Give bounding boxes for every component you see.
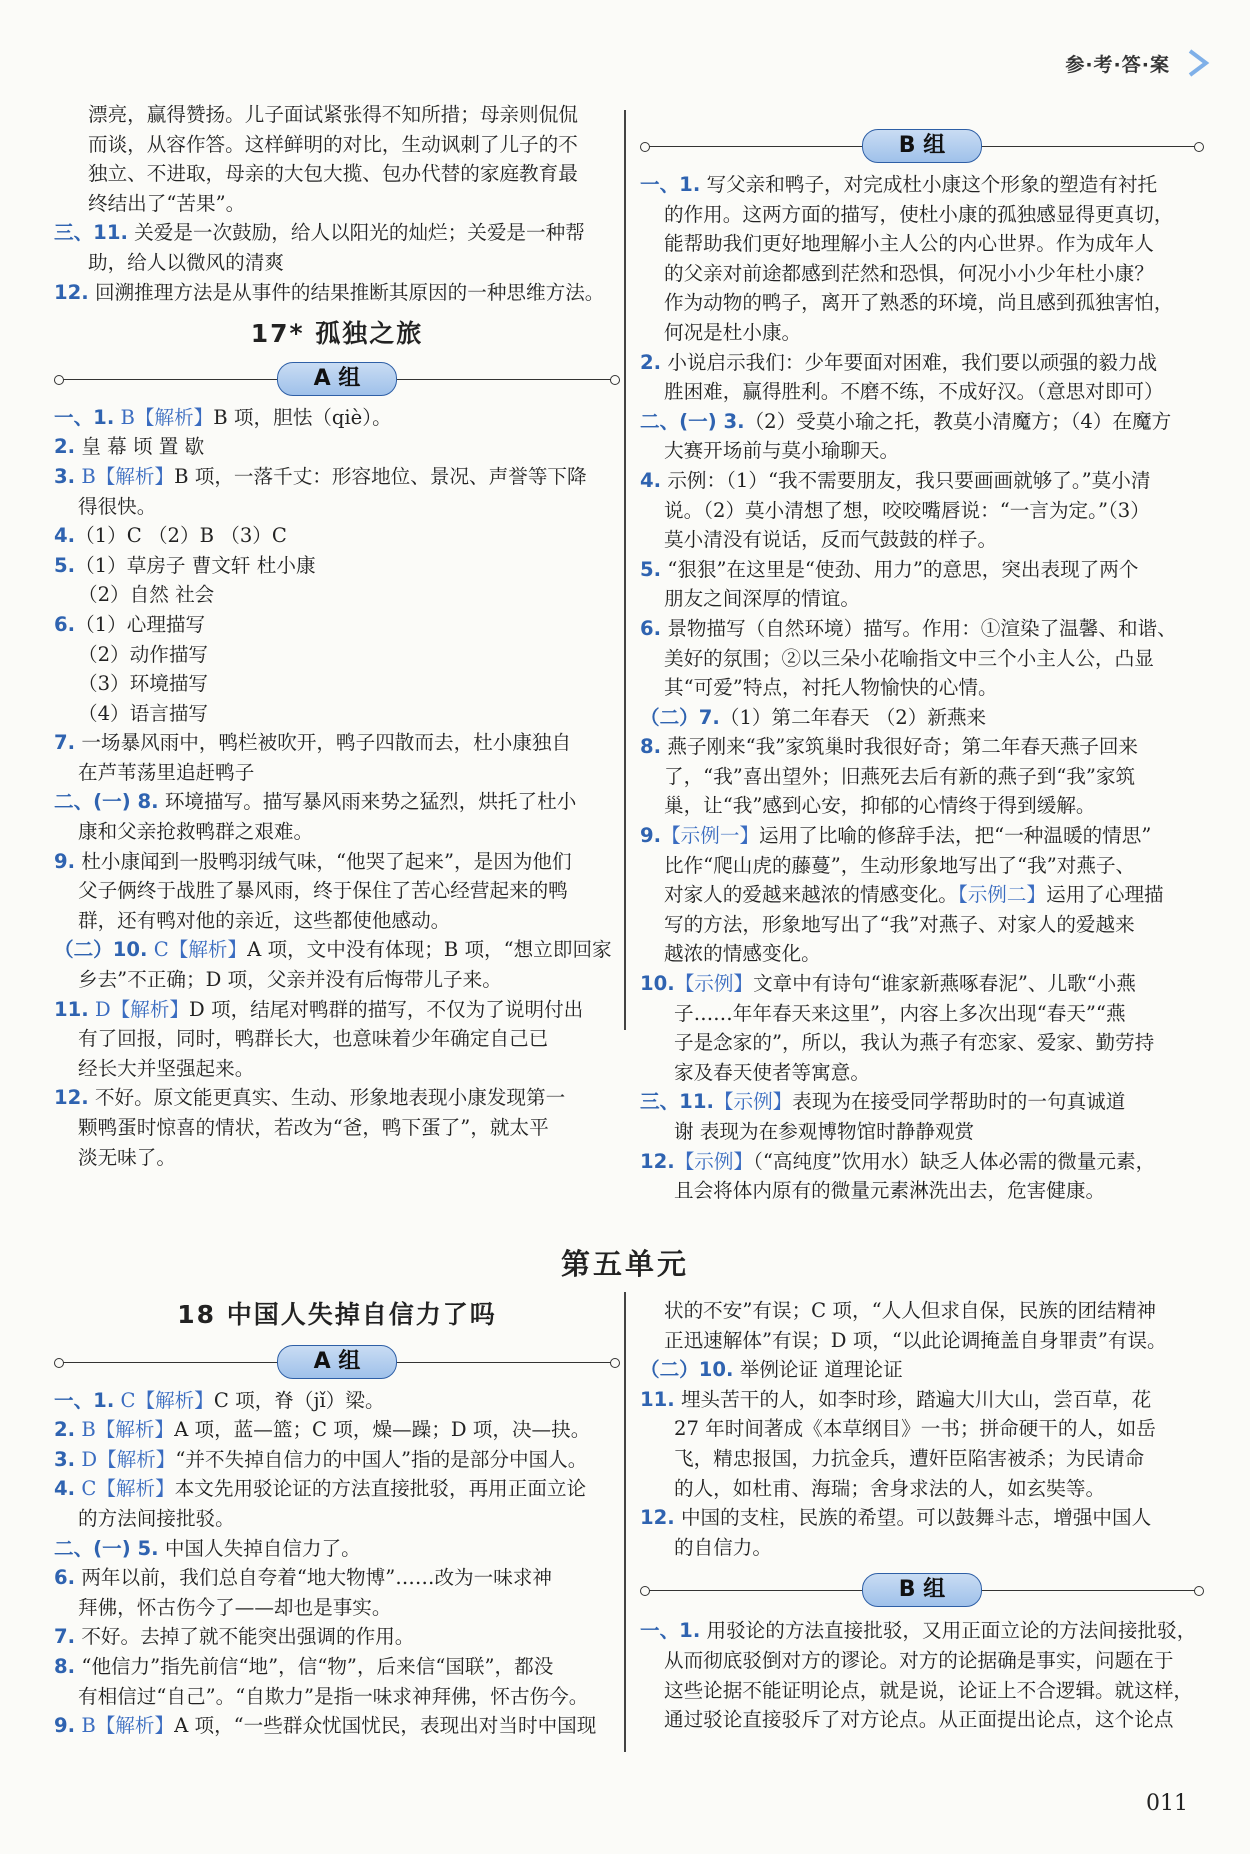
lesson-title: 17* 孤独之旅 [250,319,424,349]
text-line: 何况是杜小康。 [664,320,802,344]
answer-q11: 三、11. 关爱是一次鼓励，给人以阳光的灿烂；关爱是一种帮 [54,221,585,245]
text-line: 家及春天使者等寓意。 [674,1060,870,1084]
text-line: 27 年时间著成《本草纲目》一书；拼命硬干的人，如岳 [674,1417,1156,1441]
answer-q7: （二）7.（1）第二年春天 （2）新燕来 [640,705,987,729]
answer-q8: 8. “他信力”指先前信“地”，信“物”，后来信“国联”，都没 [54,1654,554,1678]
answer-q5: 二、(一) 5. 中国人失掉自信力了。 [54,1536,361,1560]
text-line: 能帮助我们更好地理解小主人公的内心世界。作为成年人 [664,232,1154,256]
answer-q1: 一、1. C【解析】C 项，脊（jǐ）梁。 [54,1388,385,1412]
text-line: 比作“爬山虎的藤蔓”，生动形象地写出了“我”对燕子、 [664,853,1136,877]
text-line: 大赛开场前与莫小瑜聊天。 [664,439,900,463]
text-line: 的人，如杜甫、海瑞；舍身求法的人，如玄奘等。 [674,1476,1106,1500]
answer-q11: 11. 埋头苦干的人，如李时珍，踏遍大川大山，尝百草，花 [640,1387,1152,1411]
answer-q5: 5.（1）草房子 曹文轩 杜小康 [54,553,316,577]
text-line: 独立、不进取，母亲的大包大揽、包办代替的家庭教育最 [88,162,578,186]
text-line: 群，还有鸭对他的亲近，这些都使他感动。 [78,908,451,932]
text-line: 得很快。 [78,494,157,518]
text-line: 乡去”不正确；D 项，父亲并没有后悔带儿子来。 [78,968,502,992]
header-title: 参·考·答·案 [1065,53,1170,76]
answer-q9: 9. 杜小康闻到一股鸭羽绒气味，“他哭了起来”，是因为他们 [54,849,572,873]
answer-q3: 3. D【解析】“并不失掉自信力的中国人”指的是部分中国人。 [54,1447,588,1471]
text-line: 康和父亲抢救鸭群之艰难。 [78,820,314,844]
text-line: （3）环境描写 [78,672,209,696]
chevron-right-icon [1186,48,1210,78]
text-line: 颗鸭蛋时惊喜的情状，若改为“爸，鸭下蛋了”，就太平 [78,1116,549,1139]
answer-q1: 一、1. B【解析】B 项，胆怯（qiè）。 [54,405,392,429]
text-line: 作为动物的鸭子，离开了熟悉的环境，尚且感到孤独害怕， [664,291,1174,315]
answer-q12: 12. 回溯推理方法是从事件的结果推断其原因的一种思维方法。 [54,280,605,304]
page-header [1065,48,1210,78]
answer-q11: 11. D【解析】D 项，结尾对鸭群的描写，不仅为了说明付出 [54,997,584,1021]
text-line: （2）动作描写 [78,642,209,666]
text-line: 正迅速解体”有误；D 项，“以此论调掩盖自身罪责”有误。 [664,1328,1167,1352]
group-a-heading: A 组 [54,1342,620,1382]
text-line: 子是念家的”，所以，我认为燕子有恋家、爱家、勤劳持 [674,1031,1155,1055]
left-column-top [54,100,620,1172]
answer-q6: 6.（1）心理描写 [54,612,206,636]
answer-q4: 4. 示例：（1）“我不需要朋友，我只要画画就够了。”莫小清 [640,468,1151,492]
answer-q2: 2. 小说启示我们：少年要面对困难，我们要以顽强的毅力战 [640,350,1158,374]
answer-q3: 二、(一) 3.（2）受莫小瑜之托，教莫小清魔方；（4）在魔方 [640,409,1172,433]
text-line: 谢 表现为在参观博物馆时静静观赏 [674,1120,975,1143]
text-line: 而谈，从容作答。这样鲜明的对比，生动讽刺了儿子的不 [88,132,578,156]
text-line: 有相信过“自己”。“自欺力”是指一味求神拜佛，怀古伤今。 [78,1684,589,1708]
text-line: 的方法间接批驳。 [78,1506,235,1530]
answer-q4: 4. C【解析】本文先用驳论证的方法直接批驳，再用正面立论 [54,1477,587,1501]
answer-q8: 8. 燕子刚来“我”家筑巢时我很好奇；第二年春天燕子回来 [640,735,1139,759]
text-line: 有了回报，同时，鸭群长大，也意味着少年确定自己已 [78,1027,549,1051]
group-b-heading: B 组 [640,126,1204,166]
left-column-bottom [54,1300,620,1741]
answer-q6: 6. 景物描写（自然环境）描写。作用：①渲染了温馨、和谐、 [640,616,1177,640]
text-line: 的作用。这两方面的描写，使杜小康的孤独感显得更真切， [664,202,1174,226]
text-line: 状的不安”有误；C 项，“人人但求自保，民族的团结精神 [664,1299,1156,1322]
text-line: 父子俩终于战胜了暴风雨，终于保住了苦心经营起来的鸭 [78,879,568,903]
answer-q12: 12.【示例】（“高纯度”饮用水）缺乏人体必需的微量元素， [640,1149,1156,1173]
text-line: 越浓的情感变化。 [664,942,821,966]
text-line: 淡无味了。 [78,1145,176,1169]
answer-q6: 6. 两年以前，我们总自夸着“地大物博”……改为一味求神 [54,1566,553,1590]
answer-q2: 2. B【解析】A 项，蓝—篮；C 项，燥—躁；D 项，决—抉。 [54,1418,591,1442]
text-line: 的自信力。 [674,1535,772,1559]
text-line: 且会将体内原有的微量元素淋洗出去，危害健康。 [674,1179,1106,1203]
text-line: 子……年年春天来这里”，内容上多次出现“春天”“燕 [674,1001,1126,1025]
text-line: 漂亮，赢得赞扬。儿子面试紧张得不知所措；母亲则侃侃 [88,103,578,126]
text-line: 终结出了“苦果”。 [88,191,246,215]
right-column-bottom [640,1296,1204,1735]
column-divider-bottom [624,1292,626,1752]
text-line: 其“可爱”特点，衬托人物愉快的心情。 [664,676,998,700]
answer-q5: 5. “狠狠”在这里是“使劲、用力”的意思，突出表现了两个 [640,557,1139,581]
text-line: 这些论据不能证明论点，就是说，论证上不合逻辑。就这样， [664,1678,1194,1702]
answer-q10: （二）10. 举例论证 道理论证 [640,1358,903,1382]
answer-q9: 9. B【解析】A 项，“一些群众忧国忧民，表现出对当时中国现 [54,1714,597,1738]
answer-q9: 9.【示例一】运用了比喻的修辞手法，把“一种温暖的情思” [640,824,1152,848]
text-line: 莫小清没有说话，反而气鼓鼓的样子。 [664,528,998,552]
answer-q10: （二）10. C【解析】A 项，文中没有体现；B 项，“想立即回家 [54,938,612,962]
text-line: 美好的氛围；②以三朵小花喻指文中三个小主人公，凸显 [664,646,1154,670]
text-line: （4）语言描写 [78,701,209,725]
text-line: （2）自然 社会 [78,583,215,607]
answer-q12: 12. 中国的支柱，民族的希望。可以鼓舞斗志，增强中国人 [640,1506,1152,1530]
lesson-title: 18 中国人失掉自信力了吗 [177,1300,497,1329]
group-a-heading: A 组 [54,359,620,399]
text-line: 通过驳论直接驳斥了对方论点。从正面提出论点，这个论点 [664,1708,1174,1732]
text-line: 对家人的爱越来越浓的情感变化。【示例二】运用了心理描 [664,883,1164,907]
text-line: 说。（2）莫小清想了想，咬咬嘴唇说：“一言为定。”（3） [664,498,1150,522]
text-line: 拜佛，怀古伤今了——却也是事实。 [78,1595,392,1619]
text-line: 从而彻底驳倒对方的谬论。对方的论据确是事实，问题在于 [664,1648,1174,1672]
answer-q2: 2. 皇 幕 顷 置 歇 [54,435,205,459]
answer-q1: 一、1. 写父亲和鸭子，对完成杜小康这个形象的塑造有衬托 [640,173,1158,196]
column-divider-top [624,110,626,1030]
answer-q8: 二、(一) 8. 环境描写。描写暴风雨来势之猛烈，烘托了杜小 [54,790,577,814]
answer-q12: 12. 不好。原文能更真实、生动、形象地表现小康发现第一 [54,1086,566,1110]
answer-q1: 一、1. 用驳论的方法直接批驳，又用正面立论的方法间接批驳， [640,1619,1197,1643]
answer-q11: 三、11.【示例】表现为在接受同学帮助时的一句真诚道 [640,1090,1126,1114]
text-line: 的父亲对前途都感到茫然和恐惧，何况小小少年杜小康？ [664,261,1154,285]
answer-q7: 7. 一场暴风雨中，鸭栏被吹开，鸭子四散而去，杜小康独自 [54,731,572,755]
answer-q4: 4.（1）C （2）B （3）C [54,524,287,548]
text-line: 经长大并坚强起来。 [78,1056,255,1080]
text-line: 飞，精忠报国，力抗金兵，遭奸臣陷害被杀；为民请命 [674,1446,1145,1470]
text-line: 助，给人以微风的清爽 [88,250,284,274]
text-line: 了，“我”喜出望外；旧燕死去后有新的燕子到“我”家筑 [664,764,1136,788]
text-line: 胜困难，赢得胜利。不磨不练，不成好汉。（意思对即可） [664,380,1164,404]
answer-q3: 3. B【解析】B 项，一落千丈：形容地位、景况、声誉等下降 [54,464,587,488]
right-column-top [640,126,1204,1206]
text-line: 在芦苇荡里追赶鸭子 [78,760,255,784]
answer-q7: 7. 不好。去掉了就不能突出强调的作用。 [54,1625,415,1649]
text-line: 写的方法，形象地写出了“我”对燕子、对家人的爱越来 [664,912,1135,936]
unit-title: 第五单元 [560,1247,689,1281]
text-line: 朋友之间深厚的情谊。 [664,587,860,611]
page-number: 011 [1146,1791,1188,1816]
group-b-heading: B 组 [640,1570,1204,1610]
text-line: 巢，让“我”感到心安，抑郁的心情终于得到缓解。 [664,794,1096,818]
answer-q10: 10.【示例】文章中有诗句“谁家新燕啄春泥”、儿歌“小燕 [640,972,1136,996]
